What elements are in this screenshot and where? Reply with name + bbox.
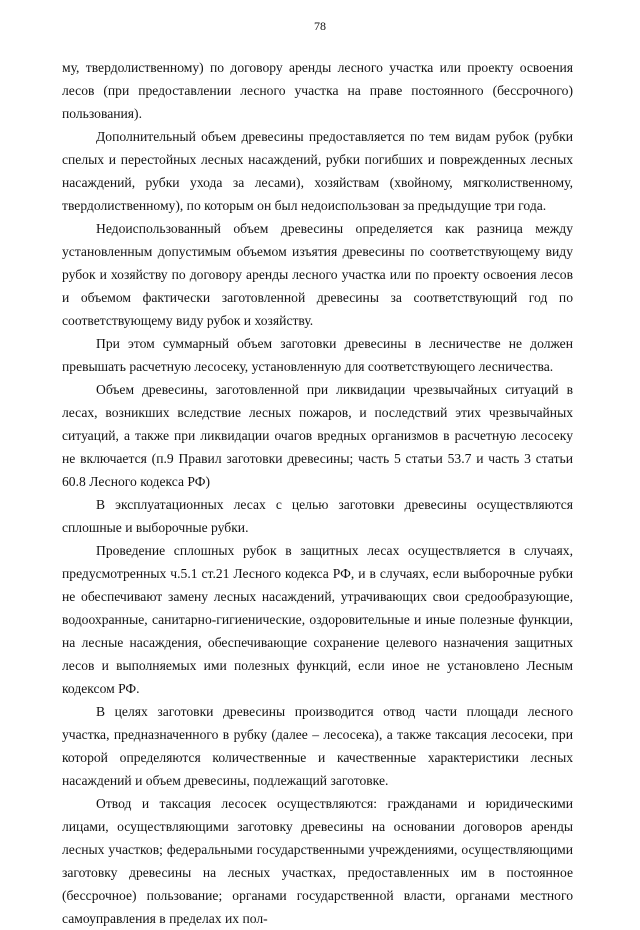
paragraph: Отвод и таксация лесосек осуществляются: гражданами и юридическими лицами, осуществляющими заготовку древесины на основании договоров аренды лесных участков; федеральными государственными учреждениями, осуществляющими заготовку древесины на лесных участках, предоставленных им в постоянное (бессрочное) пользование; органами государственной власти, органами местного самоуправления в пределах их пол-: [62, 796, 573, 926]
paragraph: В целях заготовки древесины производится отвод части площади лесного участка, предназначенного в рубку (далее – лесосека), а также таксация лесосеки, при которой определяются количественные и качественные характеристики лесных насаждений и объем древесины, подлежащий заготовке.: [62, 704, 573, 788]
paragraph: Проведение сплошных рубок в защитных лесах осуществляется в случаях, предусмотренных ч.5.1 ст.21 Лесного кодекса РФ, и в случаях, если выборочные рубки не обеспечивают замену лесных насаждений, утрачивающих свои средообразующие, водоохранные, санитарно-гигиенические, оздоровительные и иные полезные функции, на лесные насаждения, обеспечивающие сохранение целевого назначения защитных лесов и выполняемых ими полезных функций, если иное не установлено Лесным кодексом РФ.: [62, 543, 573, 696]
document-body: [62, 56, 573, 930]
paragraph: Объем древесины, заготовленной при ликвидации чрезвычайных ситуаций в лесах, возникших вследствие лесных пожаров, и последствий этих чрезвычайных ситуаций, а также при ликвидации очагов вредных организмов в расчетную лесосеку не включается (п.9 Правил заготовки древесины; часть 5 статьи 53.7 и часть 3 статьи 60.8 Лесного кодекса РФ): [62, 382, 573, 489]
page-number: 78: [314, 19, 326, 33]
paragraph: Недоиспользованный объем древесины определяется как разница между установленным допустимым объемом изъятия древесины по соответствующему виду рубок и хозяйству по договору аренды лесного участка или по проекту освоения лесов и объемом фактически заготовленной древесины за соответствующий год по соответствующему виду рубок и хозяйству.: [62, 221, 573, 328]
paragraph: му, твердолиственному) по договору аренды лесного участка или проекту освоения лесов (при предоставлении лесного участка на праве постоянного (бессрочного) пользования).: [62, 60, 573, 121]
paragraph: В эксплуатационных лесах с целью заготовки древесины осуществляются сплошные и выборочные рубки.: [62, 497, 573, 535]
paragraph: Дополнительный объем древесины предоставляется по тем видам рубок (рубки спелых и перестойных лесных насаждений, рубки погибших и поврежденных лесных насаждений, рубки ухода за лесами), хозяйствам (хвойному, мягколиственному, твердолиственному), по которым он был недоиспользован за предыдущие три года.: [62, 129, 573, 213]
paragraph: При этом суммарный объем заготовки древесины в лесничестве не должен превышать расчетную лесосеку, установленную для соответствующего лесничества.: [62, 336, 573, 374]
